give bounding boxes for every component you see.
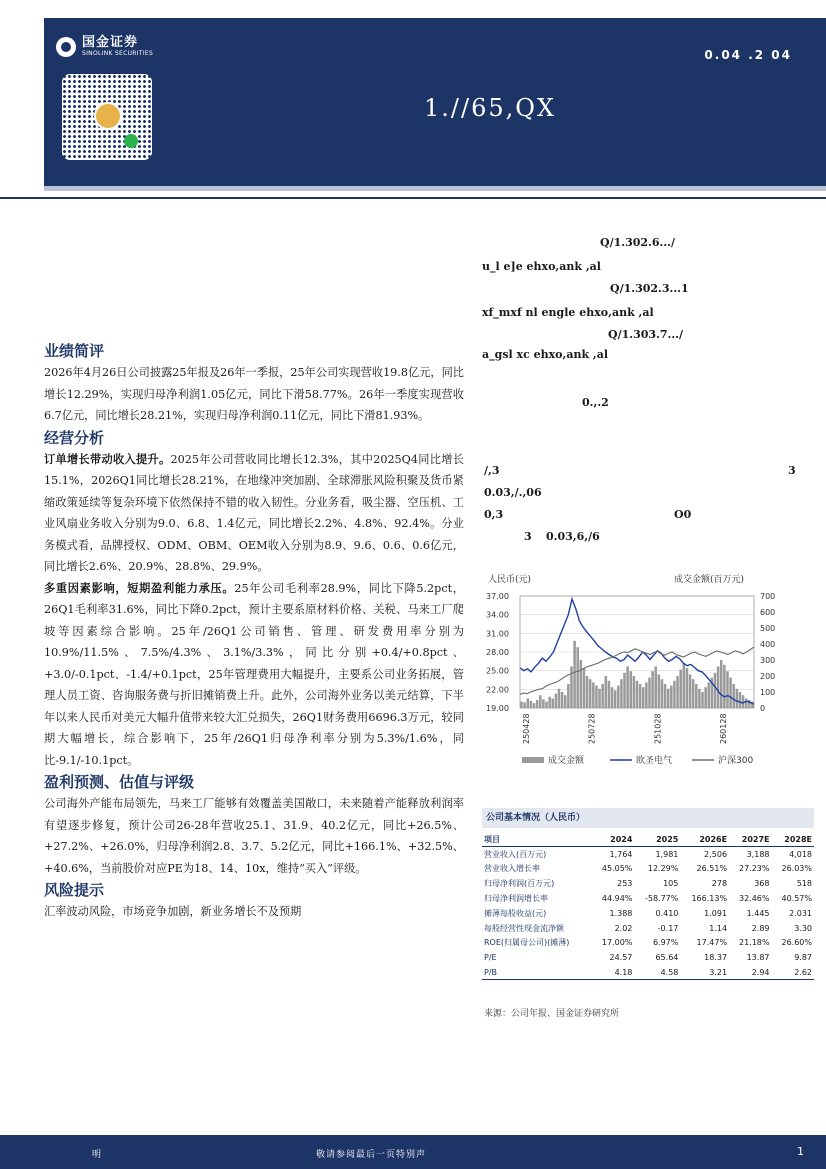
- chart-volume-bar: [608, 681, 611, 708]
- table-cell: 3.30: [794, 923, 812, 933]
- chart-left-tick-label: 22.00: [486, 685, 509, 695]
- table-cell: 0.410: [655, 908, 679, 918]
- table-cell: 1.388: [609, 908, 633, 918]
- chart-volume-bar: [576, 647, 579, 708]
- table-cell: -0.17: [657, 923, 679, 933]
- risk-paragraph: 汇率波动风险，市场竞争加剧，新业务增长不及预期: [44, 905, 302, 918]
- financial-table: [482, 832, 814, 980]
- meta-line-10b: O0: [674, 508, 692, 521]
- table-cell: 2.62: [772, 965, 815, 980]
- chart-volume-bar: [720, 660, 723, 708]
- chart-volume-bar: [645, 682, 648, 708]
- mini-program-icon: [124, 134, 138, 148]
- chart-volume-bar: [726, 671, 729, 708]
- table-header-cell: 2025: [634, 832, 680, 847]
- chart-volume-bar: [701, 692, 704, 708]
- chart-volume-bar: [633, 676, 636, 708]
- chart-volume-bar: [592, 682, 595, 708]
- chart-volume-bar: [686, 668, 689, 708]
- chart-x-tick-label: 251028: [653, 713, 663, 744]
- chart-right-tick-label: 200: [760, 672, 776, 681]
- chart-volume-bar: [539, 695, 542, 708]
- table-cell: 26.51%: [696, 864, 728, 874]
- table-row: [482, 906, 814, 921]
- table-cell: 32.46%: [738, 894, 770, 904]
- chart-right-tick-label: 300: [760, 656, 776, 665]
- meta-line-11a: 3: [524, 530, 532, 543]
- table-cell: 26.60%: [781, 938, 812, 948]
- section-title-risk: 风险提示: [44, 881, 105, 899]
- chart-volume-bar: [723, 665, 726, 708]
- table-cell: 26.03%: [781, 864, 812, 874]
- table-row-label: P/B: [482, 965, 592, 980]
- footer-left-text: 明: [92, 1150, 102, 1160]
- chart-volume-bar: [601, 684, 604, 708]
- review-paragraph: 2026年4月26日公司披露25年报及26年一季报，25年公司实现营收19.8亿元，同比增长12.29%，实现归母净利润1.05亿元，同比下滑58.77%。26年一季度实现营收6.7亿元，同比增长28.21%，实现归母净利润0.11亿元，同比下滑81.93%。: [44, 366, 464, 422]
- operations-lead-1: 订单增长带动收入提升。: [44, 451, 171, 466]
- report-title: 1.//65,QX: [424, 94, 556, 122]
- chart-volume-bar: [536, 700, 539, 708]
- chart-volume-bar: [698, 689, 701, 708]
- meta-line-8b: 3: [788, 464, 796, 477]
- chart-volume-bar: [558, 689, 561, 708]
- table-cell: 12.29%: [647, 864, 679, 874]
- table-row-label: ROE(归属母公司)(摊薄): [484, 938, 570, 948]
- page-number: 1: [797, 1145, 804, 1158]
- meta-line-11b: 0.03,6,/6: [546, 530, 600, 543]
- chart-volume-bar: [527, 698, 530, 708]
- table-row-label: 归母净利润增长率: [484, 894, 548, 904]
- chart-volume-bar: [745, 698, 748, 708]
- chart-left-tick-label: 37.00: [486, 592, 509, 601]
- chart-ylabel-left: 人民币(元): [488, 575, 532, 585]
- chart-volume-bar: [642, 687, 645, 708]
- chart-volume-bar: [689, 674, 692, 708]
- qr-avatar: [94, 102, 122, 130]
- table-cell: 1,981: [655, 849, 679, 859]
- table-row-label: P/E: [484, 953, 497, 963]
- chart-volume-bar: [595, 686, 598, 708]
- table-cell: 27.23%: [738, 864, 770, 874]
- header-shadow: [44, 186, 826, 191]
- legend-label: 成交金额: [548, 756, 585, 766]
- legend-label: 欧圣电气: [636, 756, 673, 766]
- forecast-paragraph: 公司海外产能布局领先，马来工厂能够有效覆盖美国敞口，未来随着产能释放利润率有望逐步修复，预计公司26-28年营收25.1、31.9、40.2亿元，同比+26.5%、+27.2%、+26.0%，归母净利润2.8、3.7、5.2亿元，同比+166.1%、+32.5%、+40.6%，当前股价对应PE为18、14、10x，维持“买入”评级。: [44, 797, 464, 875]
- chart-volume-bar: [626, 666, 629, 708]
- table-cell: 2.02: [614, 923, 633, 933]
- table-cell: 1.14: [709, 923, 728, 933]
- table-header-cell: 2028E: [772, 832, 815, 847]
- table-cell: 2.89: [751, 923, 770, 933]
- table-cell: 6.97%: [652, 938, 679, 948]
- operations-paragraph-2: [44, 578, 464, 772]
- chart-volume-bar: [729, 678, 732, 708]
- table-row-label: 每股经营性现金流净额: [484, 923, 564, 933]
- legend-label: 沪深300: [718, 756, 754, 766]
- chart-right-tick-label: 600: [760, 608, 776, 617]
- table-title: 公司基本情况（人民币）: [482, 808, 814, 828]
- table-row: [482, 876, 814, 891]
- legend-swatch: [522, 757, 544, 763]
- chart-volume-bar: [623, 673, 626, 708]
- meta-line-4: xf_mxf nl engle ehxo,ank ,al: [482, 306, 654, 319]
- operations-text-2: 25年公司毛利率28.9%，同比下降5.2pct，26Q1毛利率31.6%，同比下降0.2pct，预计主要系原材料价格、关税、马来工厂爬坡等因素综合影响。25年/26Q1公司销售、管理、研发费用率分别为10.9%/11.5%、7.5%/4.3%、3.1%/3.3%，同比分别+0.4/+0.8pct、+3.0/-0.1pct、-1.4/+0.1pct，25年管理费用大幅提升，主要系公司业务拓展，管理人员工资、咨询服务费与折旧摊销费上升。此外，公司海外业务以美元结算，下半年以来人民币对美元大幅升值带来较大汇兑损失，26Q1财务费用6696.3万元，较同期大幅增长，综合影响下，25年/26Q1归母净利率分别为5.3%/1.6%，同比-9.1/-10.1pct。: [44, 581, 464, 767]
- chart-volume-bar: [670, 686, 673, 708]
- chart-x-tick-label: 260128: [718, 713, 728, 744]
- chart-volume-bar: [661, 679, 664, 708]
- table-cell: 21.18%: [738, 938, 770, 948]
- table-header-row: [482, 832, 814, 847]
- page-footer: [0, 1135, 826, 1169]
- table-cell: 3.21: [680, 965, 729, 980]
- table-cell: 1,764: [609, 849, 633, 859]
- operations-paragraph-1: [44, 449, 464, 578]
- table-cell: 9.87: [794, 953, 812, 963]
- chart-volume-bar: [648, 678, 651, 708]
- table-cell: 40.57%: [781, 894, 812, 904]
- meta-line-7: 0.,.2: [582, 396, 609, 409]
- table-cell: 4.58: [634, 965, 680, 980]
- chart-volume-bar: [555, 694, 558, 708]
- chart-left-tick-label: 19.00: [486, 704, 509, 713]
- table-row-label: 归母净利润(百万元): [484, 879, 555, 889]
- company-logo: [56, 36, 153, 58]
- chart-volume-bar: [564, 695, 567, 708]
- chart-volume-bar: [708, 682, 711, 708]
- chart-volume-bar: [717, 666, 720, 708]
- table-cell: 2.031: [789, 908, 812, 918]
- meta-line-5: Q/1.303.7.../: [608, 328, 684, 341]
- section-title-review: 业绩简评: [44, 342, 105, 360]
- table-row-label: 营业收入(百万元): [484, 849, 547, 859]
- chart-volume-bar: [589, 679, 592, 708]
- chart-right-tick-label: 700: [760, 592, 776, 601]
- chart-volume-bar: [695, 684, 698, 708]
- meta-line-2: u_l e]e ehxo,ank ,al: [482, 260, 601, 273]
- chart-volume-bar: [692, 679, 695, 708]
- meta-line-9: 0.03,/.,06: [484, 486, 542, 499]
- chart-volume-bar: [673, 681, 676, 708]
- table-cell: 3,188: [746, 849, 770, 859]
- chart-volume-bar: [683, 663, 686, 708]
- table-row: [482, 862, 814, 877]
- chart-left-tick-label: 34.00: [486, 610, 509, 620]
- table-cell: 18.37: [704, 953, 728, 963]
- chart-volume-bar: [598, 689, 601, 708]
- chart-volume-bar: [533, 703, 536, 708]
- chart-volume-bar: [614, 690, 617, 708]
- operations-text-1: 2025年公司营收同比增长12.3%，其中2025Q4同比增长15.1%，2026Q1同比增长28.21%，在地缘冲突加剧、全球滞胀风险积聚及货币紧缩政策延续等复杂环境下依然保持不错的收入韧性。分业务看，吸尘器、空压机、工业风扇业务收入分别为9.0、6.8、1.4亿元，同比增长2.2%、4.8%、92.4%。分业务模式看，品牌授权、ODM、OBM、OEM收入分别为8.9、9.6、0.6、0.6亿元，同比增长2.6%、20.9%、28.8%、29.9%。: [44, 452, 464, 573]
- table-cell: 166.13%: [691, 894, 728, 904]
- logo-cn: 国金证券: [82, 35, 139, 50]
- chart-volume-bar: [620, 679, 623, 708]
- chart-volume-bar: [636, 681, 639, 708]
- meta-line-8a: /,3: [484, 464, 500, 477]
- table-row: [482, 936, 814, 951]
- chart-volume-bar: [586, 676, 589, 708]
- table-cell: 17.00%: [601, 938, 633, 948]
- chart-volume-bar: [639, 684, 642, 708]
- chart-x-tick-label: 250428: [522, 713, 531, 744]
- chart-volume-bar: [530, 701, 533, 708]
- chart-volume-bar: [617, 686, 620, 708]
- table-row: [482, 891, 814, 906]
- chart-volume-bar: [548, 697, 551, 708]
- chart-volume-bar: [714, 673, 717, 708]
- meta-line-6: a_gsl xc ehxo,ank ,al: [482, 348, 609, 361]
- table-row-label: 摊薄每股收益(元): [484, 908, 547, 918]
- chart-volume-bar: [667, 689, 670, 708]
- table-row: [482, 847, 814, 862]
- table-header-cell: 2027E: [729, 832, 771, 847]
- chart-volume-bar: [520, 702, 523, 708]
- chart-volume-bar: [651, 671, 654, 708]
- meta-line-3: Q/1.302.3...1: [610, 282, 689, 295]
- chart-volume-bar: [630, 671, 633, 708]
- table-cell: -58.77%: [644, 894, 679, 904]
- logo-en: SINOLINK SECURITIES: [82, 50, 154, 57]
- chart-volume-bar: [545, 702, 548, 708]
- table-row: [482, 965, 814, 980]
- chart-volume-bar: [679, 670, 682, 708]
- table-cell: 105: [663, 879, 679, 889]
- chart-volume-bar: [732, 684, 735, 708]
- logo-mark-icon: [56, 37, 76, 57]
- table-row: [482, 921, 814, 936]
- table-cell: 1.091: [704, 908, 728, 918]
- chart-right-tick-label: 0: [760, 704, 766, 713]
- table-cell: 2.94: [729, 965, 771, 980]
- chart-volume-bar: [611, 687, 614, 708]
- price-chart: [482, 568, 812, 778]
- chart-left-tick-label: 25.00: [486, 666, 509, 676]
- chart-right-tick-label: 500: [760, 624, 776, 633]
- footer-disclaimer: 敬请参阅最后一页特别声: [316, 1150, 427, 1160]
- chart-left-tick-label: 28.00: [486, 648, 509, 657]
- operations-lead-2: 多重因素影响，短期盈利能力承压。: [44, 580, 235, 595]
- table-header-cell: 2026E: [680, 832, 729, 847]
- table-source: 来源：公司年报、国金证券研究所: [484, 1009, 620, 1019]
- table-header-cell: 项目: [482, 832, 592, 847]
- table-cell: 278: [711, 879, 728, 889]
- section-title-operations: 经营分析: [44, 428, 105, 447]
- table-cell: 4,018: [789, 849, 812, 859]
- chart-volume-bar: [736, 689, 739, 708]
- chart-volume-bar: [561, 692, 564, 708]
- qr-code-icon: [62, 74, 152, 160]
- table-cell: 44.94%: [601, 894, 633, 904]
- section-title-forecast: 盈利预测、估值与评级: [44, 773, 195, 791]
- table-cell: 45.05%: [601, 864, 633, 874]
- table-cell: 253: [617, 879, 633, 889]
- table-header-cell: 2024: [592, 832, 634, 847]
- table-cell: 65.64: [655, 953, 679, 963]
- header-rule: [0, 197, 826, 199]
- chart-volume-bar: [542, 699, 545, 708]
- chart-x-tick-label: 250728: [587, 713, 597, 744]
- table-row: [482, 950, 814, 965]
- price-chart-svg: [482, 568, 812, 778]
- chart-volume-bar: [704, 687, 707, 708]
- table-cell: 4.18: [592, 965, 634, 980]
- table-cell: 368: [754, 879, 770, 889]
- chart-right-tick-label: 400: [760, 640, 776, 649]
- meta-line-10a: 0,3: [484, 508, 504, 521]
- table-cell: 13.87: [746, 953, 770, 963]
- report-date: 0.04 .2 04: [704, 48, 792, 62]
- table-cell: 2,506: [704, 849, 728, 859]
- chart-volume-bar: [654, 666, 657, 708]
- table-cell: 1.445: [746, 908, 770, 918]
- analysis-column: [44, 340, 464, 923]
- chart-volume-bar: [742, 695, 745, 708]
- chart-left-tick-label: 31.00: [486, 629, 509, 639]
- chart-volume-bar: [580, 660, 583, 708]
- chart-volume-bar: [605, 676, 608, 708]
- table-row-label: 营业收入增长率: [484, 864, 540, 874]
- meta-line-1: Q/1.302.6.../: [600, 236, 676, 249]
- chart-ylabel-right: 成交金额(百万元): [674, 575, 745, 585]
- chart-volume-bar: [523, 702, 526, 708]
- table-cell: 17.47%: [696, 938, 728, 948]
- table-cell: 518: [796, 879, 812, 889]
- chart-volume-bar: [664, 684, 667, 708]
- chart-right-tick-label: 100: [760, 688, 776, 697]
- chart-volume-bar: [567, 684, 570, 708]
- chart-volume-bar: [676, 676, 679, 708]
- chart-volume-bar: [552, 698, 555, 708]
- chart-volume-bar: [573, 641, 576, 708]
- table-cell: 24.57: [609, 953, 633, 963]
- chart-volume-bar: [583, 668, 586, 708]
- chart-volume-bar: [658, 674, 661, 708]
- chart-volume-bar: [739, 692, 742, 708]
